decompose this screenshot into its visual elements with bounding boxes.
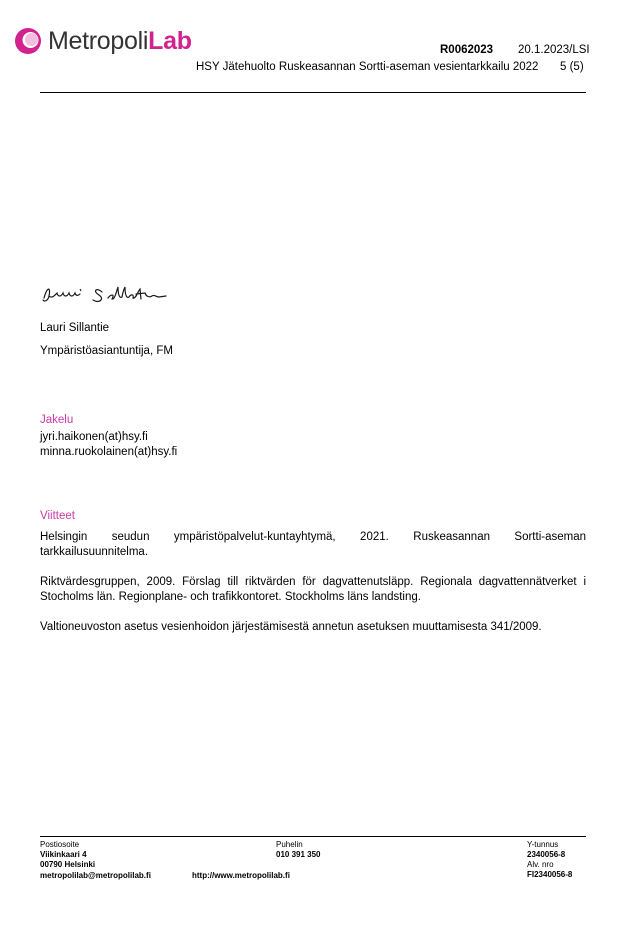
footer-phone (276, 840, 321, 860)
list-item: jyri.haikonen(at)hsy.fi (40, 431, 148, 443)
reference-item: Helsingin seudun ympäristöpalvelut-kuntayhtymä, 2021. Ruskeasannan Sortti-aseman tarkkailusuunnitelma. (40, 531, 586, 558)
reference-item: Riktvärdesgruppen, 2009. Förslag till riktvärden för dagvattenutsläpp. Regionala dagvattennätverket i Stocholms län. Regionplane- och trafikkontoret. Stockholms läns landsting. (40, 576, 586, 603)
references-list (40, 530, 586, 650)
report-title: HSY Jätehuolto Ruskeasannan Sortti-aseman vesientarkkailu 2022 (196, 61, 539, 73)
company-logo (14, 26, 192, 56)
footer-company-ids (527, 840, 572, 880)
ytunnus-value: 2340056-8 (527, 850, 566, 859)
distribution-heading: Jakelu (40, 414, 74, 426)
phone-number: 010 391 350 (276, 850, 321, 859)
footer-website-link[interactable]: http://www.metropolilab.fi (192, 871, 290, 880)
vat-value: FI2340056-8 (527, 870, 573, 879)
page-number: 5 (5) (560, 61, 584, 73)
reference-item: Valtioneuvoston asetus vesienhoidon järjestämisestä annetun asetuksen muuttamisesta 341/2009. (40, 621, 542, 633)
footer-email-link[interactable]: metropolilab@metropolilab.fi (40, 871, 151, 880)
references-heading: Viitteet (40, 510, 75, 522)
report-id: R0062023 (440, 44, 494, 56)
list-item: minna.ruokolainen(at)hsy.fi (40, 446, 178, 458)
handwritten-signature (40, 283, 180, 307)
footer-address (40, 840, 95, 870)
signer-name: Lauri Sillantie (40, 322, 110, 334)
logo-circle-icon (14, 27, 42, 55)
phone-label: Puhelin (276, 840, 303, 849)
header-divider (40, 92, 586, 93)
postal-code: 00790 Helsinki (40, 860, 96, 869)
signer-title: Ympäristöasiantuntija, FM (40, 345, 173, 357)
ytunnus-label: Y-tunnus (527, 840, 559, 849)
address-label: Postiosoite (40, 840, 80, 849)
street: Viikinkaari 4 (40, 850, 87, 859)
report-date: 20.1.2023/LSI (518, 44, 590, 56)
footer-divider (40, 836, 586, 837)
vat-label: Alv. nro (527, 860, 554, 869)
logo-text: MetropoliLab (48, 27, 192, 55)
distribution-list (40, 430, 177, 460)
